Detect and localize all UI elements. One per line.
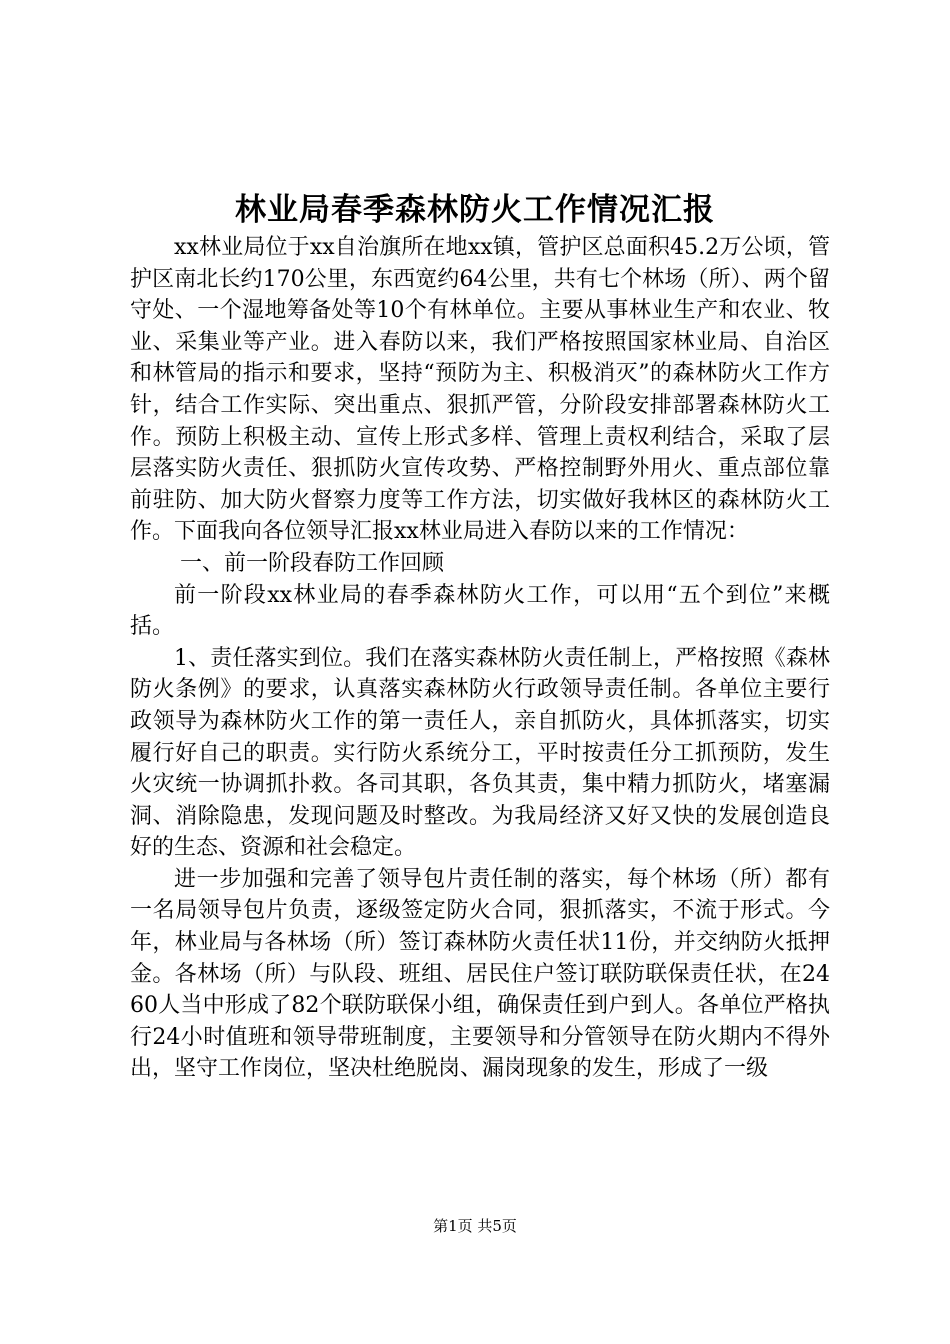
section-heading: 一、前一阶段春防工作回顾 [180,550,445,576]
paragraph-overview: xx林业局位于xx自治旗所在地xx镇，管护区总面积45.2万公顷，管护区南北长约170公里，东西宽约64公里，共有七个林场（所）、两个留守处、一个湿地筹备处等10个有林单位。主要从事林业生产和农业、牧业、采集业等产业。进入春防以来，我们严格按照国家林业局、自治区和林管局的指示和要求，坚持“预防为主、积极消灭”的森林防火工作方针，结合工作实际、突出重点、狠抓严管，分阶段安排部署森林防火工作。预防上积极主动、宣传上形式多样、管理上责权利结合，采取了层层落实防火责任、狠抓防火宣传攻势、严格控制野外用火、重点部位靠前驻防、加大防火督察力度等工作方法，切实做好我林区的森林防火工作。下面我向各位领导汇报xx林业局进入春防以来的工作情况： [130,235,830,545]
paragraph-responsibility: 1、责任落实到位。我们在落实森林防火责任制上，严格按照《森林防火条例》的要求，认真落实森林防火行政领导责任制。各单位主要行政领导为森林防火工作的第一责任人，亲自抓防火，具体抓落实，切实履行好自己的职责。实行防火系统分工，平时按责任分工抓预防，发生火灾统一协调抓扑救。各司其职，各负其责，集中精力抓防火，堵塞漏洞、消除隐患，发现问题及时整改。为我局经济又好又快的发展创造良好的生态、资源和社会稳定。 [130,645,830,861]
page-footer: 第1页 共5页 [433,1217,517,1235]
paragraph-summary: 前一阶段xx林业局的春季森林防火工作，可以用“五个到位”来概括。 [130,582,830,640]
document-body [130,232,830,1085]
document-title: 林业局春季森林防火工作情况汇报 [235,192,715,228]
paragraph-leadership: 进一步加强和完善了领导包片责任制的落实，每个林场（所）都有一名局领导包片负责，逐级签定防火合同，狠抓落实，不流于形式。今年，林业局与各林场（所）签订森林防火责任状11份，并交纳防火抵押金。各林场（所）与队段、班组、居民住户签订联防联保责任状，在2460人当中形成了82个联防联保小组，确保责任到户到人。各单位严格执行24小时值班和领导带班制度，主要领导和分管领导在防火期内不得外出，坚守工作岗位，坚决杜绝脱岗、漏岗现象的发生，形成了一级 [130,866,830,1082]
